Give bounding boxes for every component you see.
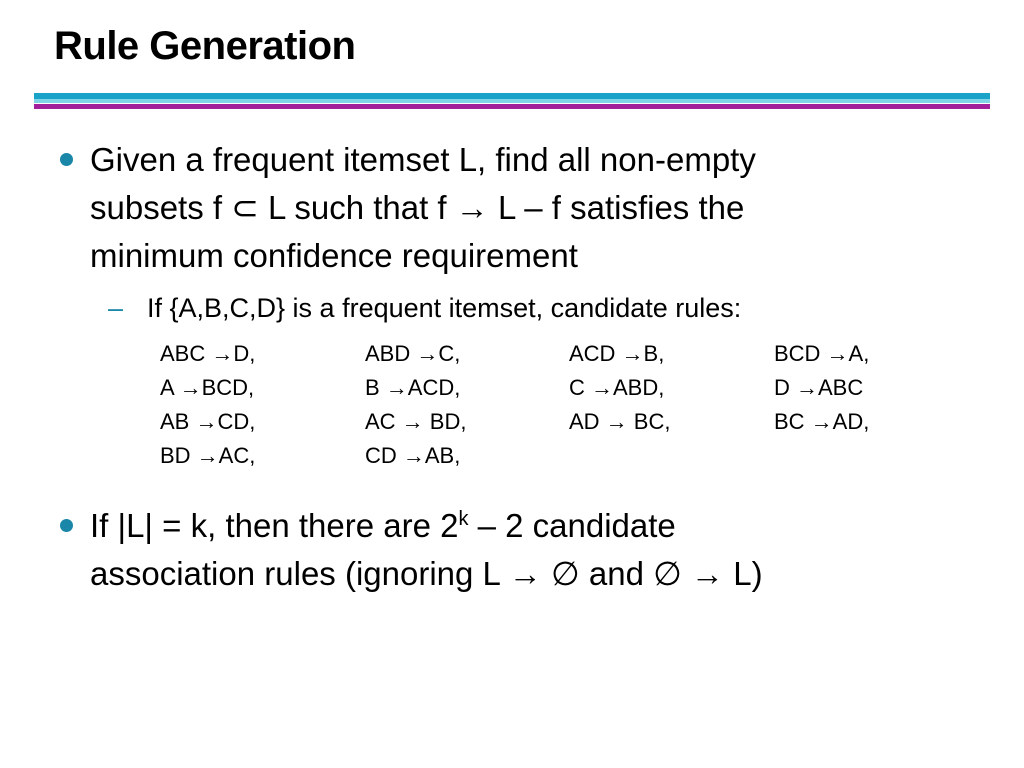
bullet-dot-icon (60, 519, 73, 532)
bullet-2-line-1-pre: If |L| = k, then there are 2 (90, 507, 459, 544)
rule-cell: BC →AD, (774, 409, 870, 434)
rules-row (160, 337, 960, 371)
rules-row (160, 405, 960, 439)
rules-row (160, 439, 960, 473)
bullet-1-line-1: Given a frequent itemset L, find all non-empty (90, 141, 756, 178)
rule-cell: ABC →D, (160, 341, 256, 366)
bullet-2-line-1 (90, 502, 970, 550)
rule-cell: A →BCD, (160, 375, 255, 400)
rule-cell: AC → BD, (365, 409, 467, 434)
rule-cell: AD → BC, (569, 409, 671, 434)
rule-cell: ACD →B, (569, 341, 665, 366)
sub-bullet-dash-icon: – (108, 293, 124, 323)
bullet-2-line-1-post: – 2 candidate (468, 507, 676, 544)
bullet-2-text (90, 502, 970, 598)
bullet-dot-icon (60, 153, 73, 166)
title-divider-magenta (34, 104, 990, 109)
rules-row (160, 371, 960, 405)
candidate-rules-grid (160, 337, 960, 473)
bullet-1-line-2: subsets f ⊂ L such that f → L – f satisfies the (90, 189, 745, 226)
rule-cell: B →ACD, (365, 375, 461, 400)
rule-cell: BD →AC, (160, 443, 256, 468)
title-divider-light (34, 99, 990, 103)
sub-bullet-text: If {A,B,C,D} is a frequent itemset, candidate rules: (147, 293, 742, 323)
rule-cell: BCD →A, (774, 341, 870, 366)
bullet-2-exponent: k (458, 508, 469, 530)
bullet-1-text (90, 136, 970, 280)
bullet-2-line-2: association rules (ignoring L → ∅ and ∅ → L) (90, 555, 763, 592)
rule-cell: C →ABD, (569, 375, 665, 400)
rule-cell: D →ABC (774, 375, 864, 400)
rule-cell: ABD →C, (365, 341, 461, 366)
slide-title: Rule Generation (54, 24, 356, 68)
rule-cell: AB →CD, (160, 409, 256, 434)
bullet-1-line-3: minimum confidence requirement (90, 237, 578, 274)
rule-cell: CD →AB, (365, 443, 461, 468)
